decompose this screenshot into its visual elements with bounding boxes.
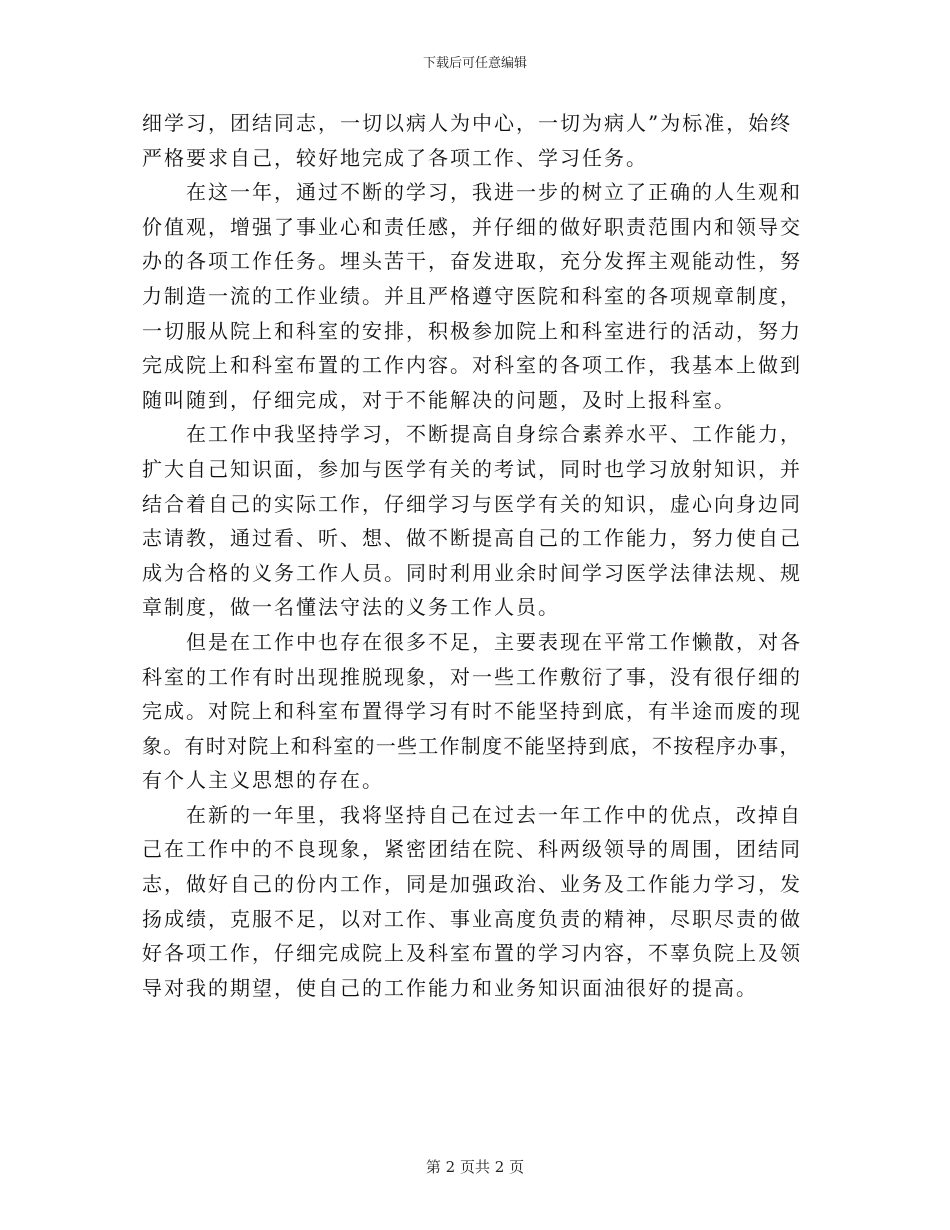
text-line: 一切服从院上和科室的安排，积极参加院上和科室进行的活动，努力 <box>142 318 802 343</box>
text-line: 完成。对院上和科室布置得学习有时不能坚持到底，有半途而废的现 <box>142 699 802 724</box>
text-line: 扬成绩，克服不足，以对工作、事业高度负责的精神，尽职尽责的做 <box>142 906 802 931</box>
paragraph-4 <box>142 625 806 798</box>
text-line: 严格要求自己，较好地完成了各项工作、学习任务。 <box>142 145 648 170</box>
text-line: 志，做好自己的份内工作，同是加强政治、业务及工作能力学习，发 <box>142 872 802 897</box>
text-line: 在工作中我坚持学习，不断提高自身综合素养水平、工作能力， <box>186 422 802 447</box>
text-line: 力制造一流的工作业绩。并且严格遵守医院和科室的各项规章制度， <box>142 283 802 308</box>
paragraph-1 <box>142 106 806 175</box>
text-line: 办的各项工作任务。埋头苦干，奋发进取，充分发挥主观能动性，努 <box>142 249 802 274</box>
text-line: 科室的工作有时出现推脱现象，对一些工作敷衍了事，没有很仔细的 <box>142 664 802 689</box>
text-line: 有个人主义思想的存在。 <box>142 768 384 793</box>
page-footer: 第 2 页共 2 页 <box>425 1158 525 1176</box>
paragraph-3 <box>142 417 806 625</box>
text-line: 成为合格的义务工作人员。同时利用业余时间学习医学法律法规、规 <box>142 560 802 585</box>
document-body <box>142 106 806 1005</box>
page-header: 下载后可任意编辑 <box>422 56 527 71</box>
text-line: 细学习，团结同志，一切以病人为中心，一切为病人”为标准，始终 <box>142 111 793 135</box>
text-line: 随叫随到，仔细完成，对于不能解决的问题，及时上报科室。 <box>142 387 736 412</box>
text-line: 在这一年，通过不断的学习，我进一步的树立了正确的人生观和 <box>186 180 802 205</box>
paragraph-2 <box>142 175 806 417</box>
paragraph-5 <box>142 798 806 1006</box>
text-line: 价值观，增强了事业心和责任感，并仔细的做好职责范围内和领导交 <box>142 214 802 239</box>
text-line: 导对我的期望，使自己的工作能力和业务知识面油很好的提高。 <box>142 975 758 1000</box>
text-line: 志请教，通过看、听、想、做不断提高自己的工作能力，努力使自己 <box>142 526 802 551</box>
text-line: 扩大自己知识面，参加与医学有关的考试，同时也学习放射知识，并 <box>142 456 802 481</box>
text-line: 章制度，做一名懂法守法的义务工作人员。 <box>142 595 560 620</box>
text-line: 象。有时对院上和科室的一些工作制度不能坚持到底，不按程序办事， <box>142 733 801 758</box>
text-line: 己在工作中的不良现象，紧密团结在院、科两级领导的周围，团结同 <box>142 837 802 862</box>
text-line: 完成院上和科室布置的工作内容。对科室的各项工作，我基本上做到 <box>142 353 802 378</box>
text-line: 但是在工作中也存在很多不足，主要表现在平常工作懒散，对各 <box>186 629 802 654</box>
text-line: 在新的一年里，我将坚持自己在过去一年工作中的优点，改掉自 <box>186 802 802 827</box>
text-line: 好各项工作，仔细完成院上及科室布置的学习内容，不辜负院上及领 <box>142 941 802 966</box>
text-line: 结合着自己的实际工作，仔细学习与医学有关的知识，虚心向身边同 <box>142 491 802 516</box>
